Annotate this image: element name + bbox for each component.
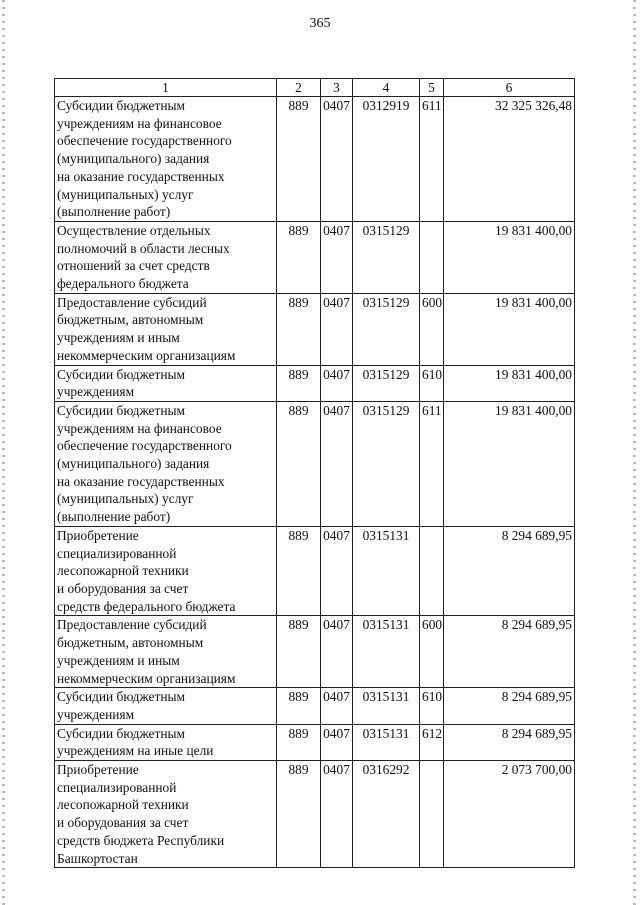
table-header-row <box>55 79 575 97</box>
table-row <box>55 97 575 222</box>
cell-section: 0407 <box>321 365 353 401</box>
table-row <box>55 688 575 724</box>
page-number: 365 <box>309 16 331 31</box>
cell-amount: 8 294 689,95 <box>444 526 575 616</box>
cell-name: Приобретение специализированной лесопожарной техники и оборудования за счет средств бюджета Республики Башкортостан <box>55 761 277 868</box>
cell-article: 0315131 <box>353 724 420 760</box>
cell-amount: 2 073 700,00 <box>444 761 575 868</box>
cell-article: 0315129 <box>353 401 420 526</box>
cell-code: 889 <box>277 97 321 222</box>
cell-type: 600 <box>420 616 444 688</box>
cell-article: 0312919 <box>353 97 420 222</box>
cell-article: 0315129 <box>353 221 420 293</box>
right-scan-edge <box>633 0 636 905</box>
cell-amount: 32 325 326,48 <box>444 97 575 222</box>
cell-type: 610 <box>420 365 444 401</box>
cell-name: Субсидии бюджетным учреждениям на финансовое обеспечение государственного (муниципального) задания на оказание государственных (муниципальных) услуг (выполнение работ) <box>55 401 277 526</box>
cell-section: 0407 <box>321 616 353 688</box>
cell-section: 0407 <box>321 526 353 616</box>
cell-name: Субсидии бюджетным учреждениям на иные цели <box>55 724 277 760</box>
cell-code: 889 <box>277 761 321 868</box>
cell-code: 889 <box>277 724 321 760</box>
table-row <box>55 401 575 526</box>
cell-type: 600 <box>420 293 444 365</box>
table-row <box>55 365 575 401</box>
cell-type <box>420 526 444 616</box>
cell-amount: 19 831 400,00 <box>444 401 575 526</box>
cell-section: 0407 <box>321 688 353 724</box>
table-row <box>55 221 575 293</box>
table-row <box>55 293 575 365</box>
cell-section: 0407 <box>321 401 353 526</box>
left-scan-edge <box>2 0 5 905</box>
table-row <box>55 526 575 616</box>
cell-type: 612 <box>420 724 444 760</box>
cell-section: 0407 <box>321 761 353 868</box>
cell-code: 889 <box>277 365 321 401</box>
cell-name: Субсидии бюджетным учреждениям <box>55 688 277 724</box>
table-row <box>55 761 575 868</box>
cell-name: Субсидии бюджетным учреждениям на финансовое обеспечение государственного (муниципального) задания на оказание государственных (муниципальных) услуг (выполнение работ) <box>55 97 277 222</box>
table-row <box>55 616 575 688</box>
table-row <box>55 724 575 760</box>
cell-code: 889 <box>277 401 321 526</box>
cell-article: 0315129 <box>353 365 420 401</box>
cell-code: 889 <box>277 688 321 724</box>
cell-amount: 19 831 400,00 <box>444 365 575 401</box>
cell-amount: 19 831 400,00 <box>444 221 575 293</box>
header-col-1: 1 <box>55 79 277 97</box>
cell-name: Предоставление субсидий бюджетным, автономным учреждениям и иным некоммерческим организациям <box>55 616 277 688</box>
cell-type: 611 <box>420 401 444 526</box>
cell-code: 889 <box>277 526 321 616</box>
budget-table <box>54 78 575 868</box>
cell-section: 0407 <box>321 97 353 222</box>
cell-article: 0315131 <box>353 526 420 616</box>
header-col-3: 3 <box>321 79 353 97</box>
cell-section: 0407 <box>321 221 353 293</box>
cell-type: 611 <box>420 97 444 222</box>
cell-amount: 8 294 689,95 <box>444 616 575 688</box>
cell-code: 889 <box>277 293 321 365</box>
header-col-6: 6 <box>444 79 575 97</box>
cell-section: 0407 <box>321 293 353 365</box>
cell-name: Приобретение специализированной лесопожарной техники и оборудования за счет средств федерального бюджета <box>55 526 277 616</box>
cell-code: 889 <box>277 221 321 293</box>
cell-article: 0316292 <box>353 761 420 868</box>
cell-amount: 8 294 689,95 <box>444 724 575 760</box>
cell-name: Предоставление субсидий бюджетным, автономным учреждениям и иным некоммерческим организациям <box>55 293 277 365</box>
cell-article: 0315129 <box>353 293 420 365</box>
cell-name: Субсидии бюджетным учреждениям <box>55 365 277 401</box>
header-col-2: 2 <box>277 79 321 97</box>
cell-amount: 8 294 689,95 <box>444 688 575 724</box>
table-body <box>55 97 575 868</box>
cell-type <box>420 761 444 868</box>
header-col-5: 5 <box>420 79 444 97</box>
cell-article: 0315131 <box>353 616 420 688</box>
cell-section: 0407 <box>321 724 353 760</box>
cell-name: Осуществление отдельных полномочий в области лесных отношений за счет средств федерального бюджета <box>55 221 277 293</box>
cell-article: 0315131 <box>353 688 420 724</box>
cell-code: 889 <box>277 616 321 688</box>
header-col-4: 4 <box>353 79 420 97</box>
cell-amount: 19 831 400,00 <box>444 293 575 365</box>
cell-type <box>420 221 444 293</box>
cell-type: 610 <box>420 688 444 724</box>
